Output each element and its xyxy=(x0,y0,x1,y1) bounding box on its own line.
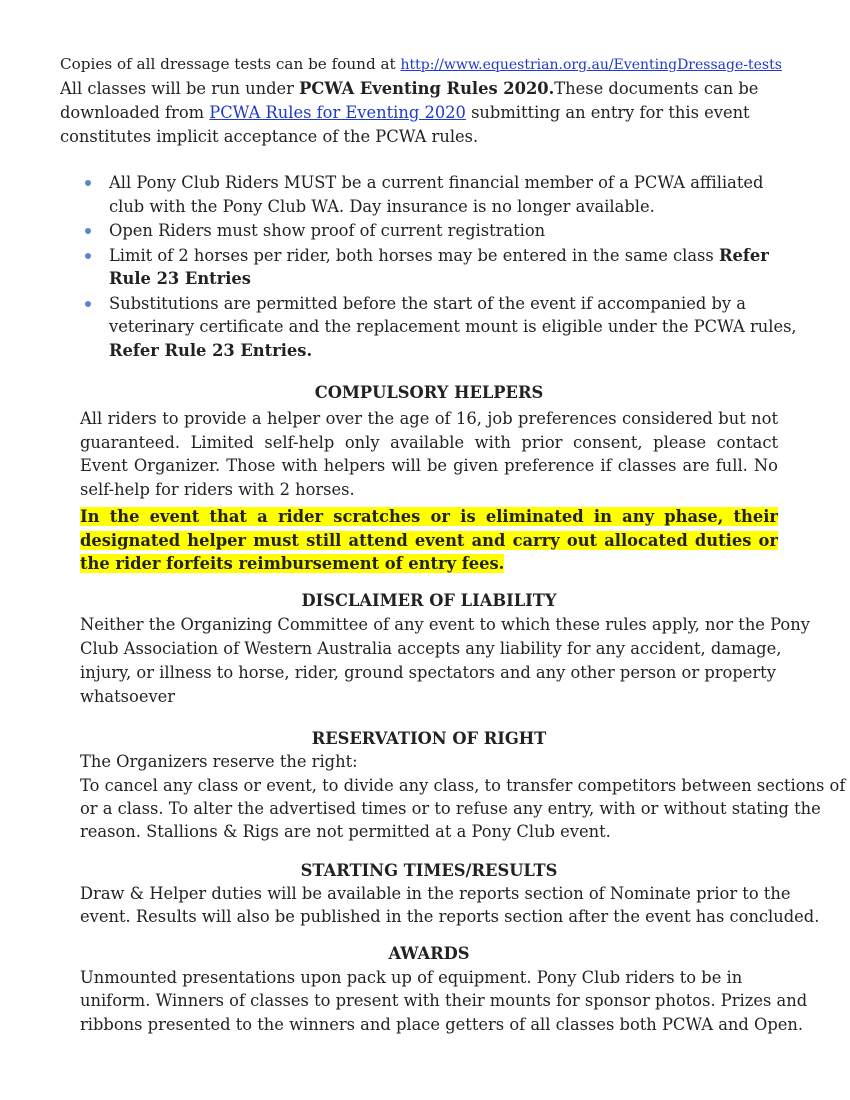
disclaimer-line: injury, or illness to horse, rider, ground spectators and any other person or property xyxy=(80,663,776,682)
starting-line: event. Results will also be published in the reports section after the event has concluded. xyxy=(80,907,820,926)
pcwa-rules-link[interactable]: PCWA Rules for Eventing 2020 xyxy=(209,103,466,122)
helpers-heading: COMPULSORY HELPERS xyxy=(314,383,544,402)
reservation-line: The Organizers reserve the right: xyxy=(80,752,358,771)
starting-heading: STARTING TIMES/RESULTS xyxy=(300,861,558,880)
helpers-highlight xyxy=(80,505,778,576)
disclaimer-line: whatsoever xyxy=(80,687,176,706)
bullet-icon xyxy=(85,180,91,186)
reservation-line: To cancel any class or event, to divide any class, to transfer competitors between sections of xyxy=(80,776,846,795)
disclaimer-line: Neither the Organizing Committee of any event to which these rules apply, nor the Pony xyxy=(80,615,810,634)
list-item: Substitutions are permitted before the start of the event if accompanied by a veterinary certificate and the replacement mount is eligible under the PCWA rules, Refer Rule 23 Entries. xyxy=(80,292,800,363)
list-item: Limit of 2 horses per rider, both horses may be entered in the same class Refer Rule 23 Entries xyxy=(80,244,800,291)
intro-line-2 xyxy=(60,77,758,101)
disclaimer-heading: DISCLAIMER OF LIABILITY xyxy=(301,591,557,610)
reservation-line: reason. Stallions & Rigs are not permitted at a Pony Club event. xyxy=(80,822,611,841)
intro-line-4: constitutes implicit acceptance of the PCWA rules. xyxy=(60,127,479,146)
awards-line: uniform. Winners of classes to present with their mounts for sponsor photos. Prizes and xyxy=(80,991,808,1010)
requirements-list xyxy=(80,171,800,362)
intro-line-3 xyxy=(60,101,750,125)
disclaimer-line: Club Association of Western Australia accepts any liability for any accident, damage, xyxy=(80,639,782,658)
intro-line-2-pre: All classes will be run under xyxy=(60,79,300,98)
intro-line-2-post: These documents can be xyxy=(554,79,759,98)
bullet-icon xyxy=(85,253,91,259)
intro-line-1 xyxy=(60,52,782,77)
rules-name: PCWA Eventing Rules 2020. xyxy=(299,79,555,98)
intro-line-3-pre: downloaded from xyxy=(60,103,210,122)
intro-text: Copies of all dressage tests can be found at xyxy=(60,55,401,73)
intro-line-3-post: submitting an entry for this event xyxy=(465,103,750,122)
awards-line: ribbons presented to the winners and place getters of all classes both PCWA and Open. xyxy=(80,1015,804,1034)
starting-line: Draw & Helper duties will be available in the reports section of Nominate prior to the xyxy=(80,884,791,903)
awards-heading: AWARDS xyxy=(388,944,470,963)
list-item: Open Riders must show proof of current registration xyxy=(80,219,800,243)
dressage-tests-link[interactable]: http://www.equestrian.org.au/EventingDressage-tests xyxy=(400,57,782,73)
reservation-line: or a class. To alter the advertised times or to refuse any entry, with or without stating the xyxy=(80,799,821,818)
highlighted-notice: In the event that a rider scratches or is eliminated in any phase, their designated helper must still attend event and carry out allocated duties or the rider forfeits reimbursement of entry fees. xyxy=(80,507,778,574)
bullet-icon xyxy=(85,228,91,234)
helpers-body: All riders to provide a helper over the age of 16, job preferences considered but not guaranteed. Limited self-help only available with prior consent, please contact Event Organizer. Those with helpers will be given preference if classes are full. No self-help for riders with 2 horses. xyxy=(80,409,778,499)
reservation-heading: RESERVATION OF RIGHT xyxy=(311,729,547,748)
awards-line: Unmounted presentations upon pack up of equipment. Pony Club riders to be in xyxy=(80,968,743,987)
list-item: All Pony Club Riders MUST be a current financial member of a PCWA affiliated club with the Pony Club WA. Day insurance is no longer available. xyxy=(80,171,800,218)
bullet-icon xyxy=(85,301,91,307)
